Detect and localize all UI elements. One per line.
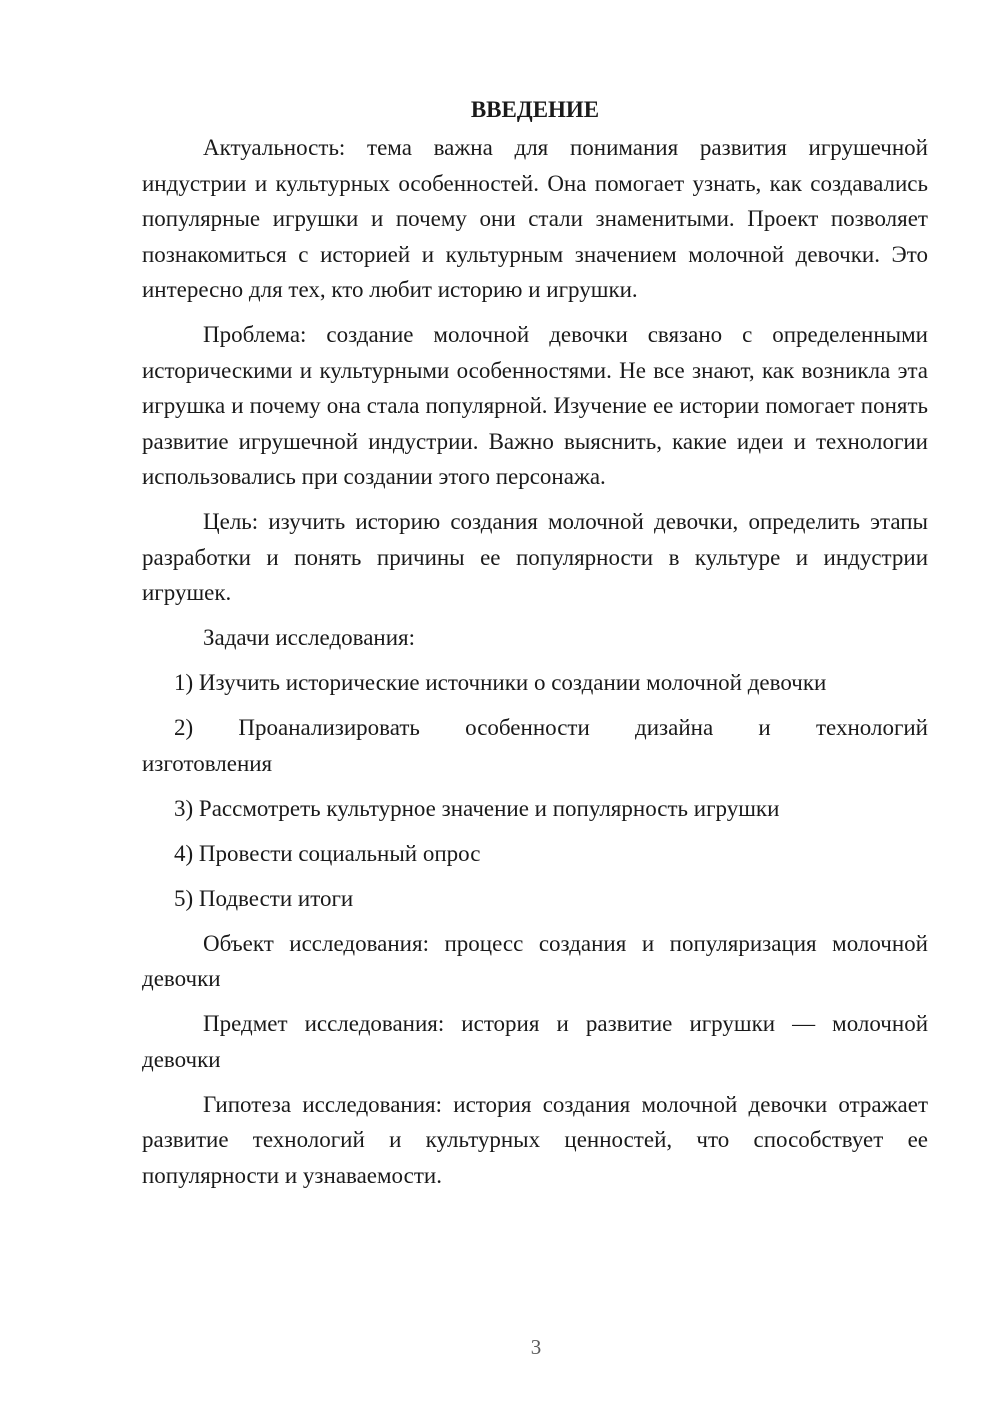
hypothesis-paragraph: Гипотеза исследования: история создания молочной девочки отражает развитие технологий и культурных ценностей, что способствует ее популярности и узнаваемости. — [142, 1091, 928, 1188]
goal-paragraph: Цель: изучить историю создания молочной девочки, определить этапы разработки и понять причины ее популярности в культуре и индустрии игрушек. — [142, 509, 928, 605]
tasks-title: Задачи исследования: — [203, 625, 416, 650]
task-item-4: 4) Провести социальный опрос — [174, 840, 481, 866]
page-content — [142, 92, 928, 1193]
task-item-1: 1) Изучить исторические источники о создании молочной девочки — [174, 670, 827, 695]
task-item-2: 2) Проанализировать особенности дизайна и технологий изготовления — [142, 715, 928, 776]
task-item-3: 3) Рассмотреть культурное значение и популярность игрушки — [174, 795, 780, 821]
page-number: 3 — [530, 1335, 542, 1359]
subject-paragraph: Предмет исследования: история и развитие игрушки — молочной девочки — [142, 1011, 928, 1072]
page-title: ВВЕДЕНИЕ — [470, 97, 600, 122]
problem-paragraph: Проблема: создание молочной девочки связано с определенными историческими и культурными особенностями. Не все знают, как возникла эта игрушка и почему она стала популярной. Изучение ее истории помогает понять развитие игрушечной индустрии. Важно выяснить, какие идеи и технологии использовались при создании этого персонажа. — [142, 322, 928, 489]
object-paragraph: Объект исследования: процесс создания и популяризация молочной девочки — [142, 930, 928, 991]
task-item-5: 5) Подвести итоги — [174, 885, 354, 911]
relevance-paragraph: Актуальность: тема важна для понимания развития игрушечной индустрии и культурных особенностей. Она помогает узнать, как создавались популярные игрушки и почему они стали знаменитыми. Проект позволяет познакомиться с историей и культурным значением молочной девочки. Это интересно для тех, кто любит историю и игрушки. — [142, 135, 928, 302]
